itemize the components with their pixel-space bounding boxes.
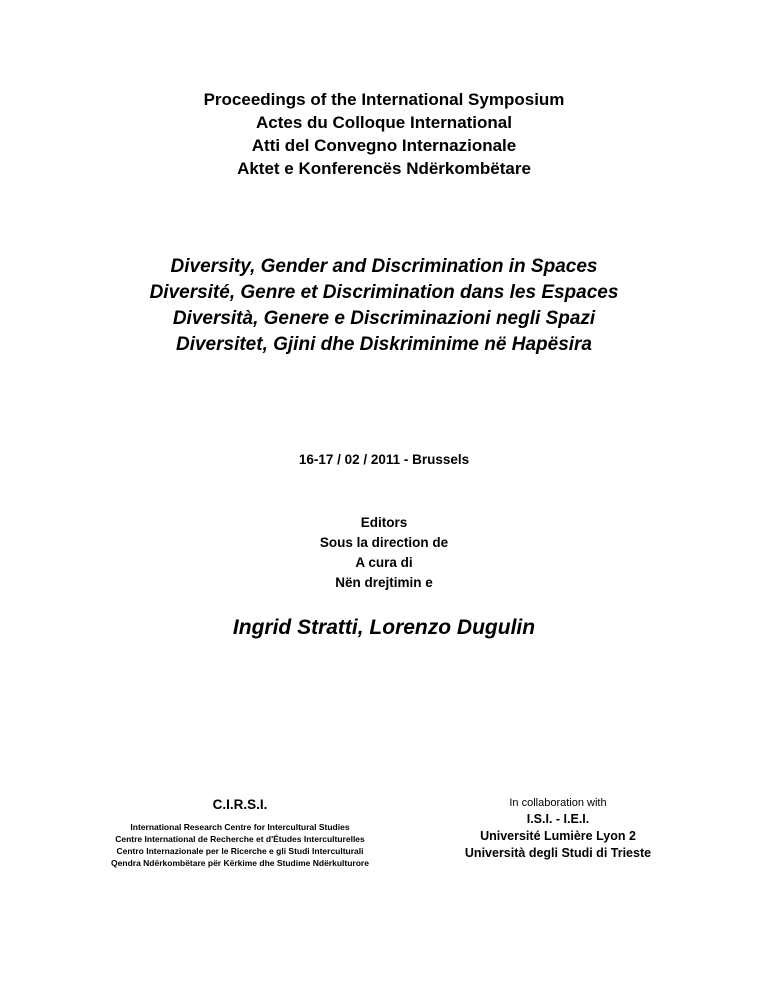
- editors-label-sq: Nën drejtimin e: [335, 575, 433, 590]
- collaborator-trieste: Università degli Studi di Trieste: [464, 846, 652, 860]
- title-line-sq: Aktet e Konferencës Ndërkombëtare: [237, 159, 531, 178]
- editor-names: Ingrid Stratti, Lorenzo Dugulin: [232, 616, 536, 639]
- organizer-block: [80, 795, 400, 869]
- collaborator-lyon: Université Lumière Lyon 2: [480, 829, 636, 843]
- editors-labels: [0, 513, 768, 593]
- organizer-acronym: C.I.R.S.I.: [212, 797, 268, 812]
- collaboration-block: [418, 795, 698, 862]
- title-line-en: Proceedings of the International Symposium: [203, 90, 565, 109]
- editors-label-en: Editors: [360, 515, 408, 530]
- theme-line-en: Diversity, Gender and Discrimination in Spaces: [170, 256, 598, 277]
- theme-line-it: Diversità, Genere e Discriminazioni negli Spazi: [172, 308, 596, 329]
- collaborator-isi: I.S.I. - I.E.I.: [526, 812, 590, 826]
- editors-label-it: A cura di: [355, 555, 413, 570]
- organizer-name-sq: Qendra Ndërkombëtare për Kërkime dhe Studime Ndërkulturore: [111, 858, 369, 868]
- title-line-fr: Actes du Colloque International: [256, 113, 512, 132]
- organizer-name-fr: Centre International de Recherche et d'Études Interculturelles: [115, 834, 365, 844]
- organizer-name-en: International Research Centre for Intercultural Studies: [130, 822, 350, 832]
- collaboration-label: In collaboration with: [509, 797, 607, 809]
- theme-line-sq: Diversitet, Gjini dhe Diskriminime në Hapësira: [175, 334, 593, 355]
- title-line-it: Atti del Convegno Internazionale: [251, 136, 517, 155]
- editors-label-fr: Sous la direction de: [319, 535, 449, 550]
- date-place: 16-17 / 02 / 2011 - Brussels: [298, 452, 470, 467]
- organizer-name-it: Centro Internazionale per le Ricerche e gli Studi Interculturali: [116, 846, 364, 856]
- symposium-theme: [0, 254, 768, 358]
- theme-line-fr: Diversité, Genre et Discrimination dans les Espaces: [149, 282, 619, 303]
- proceedings-title: [0, 88, 768, 180]
